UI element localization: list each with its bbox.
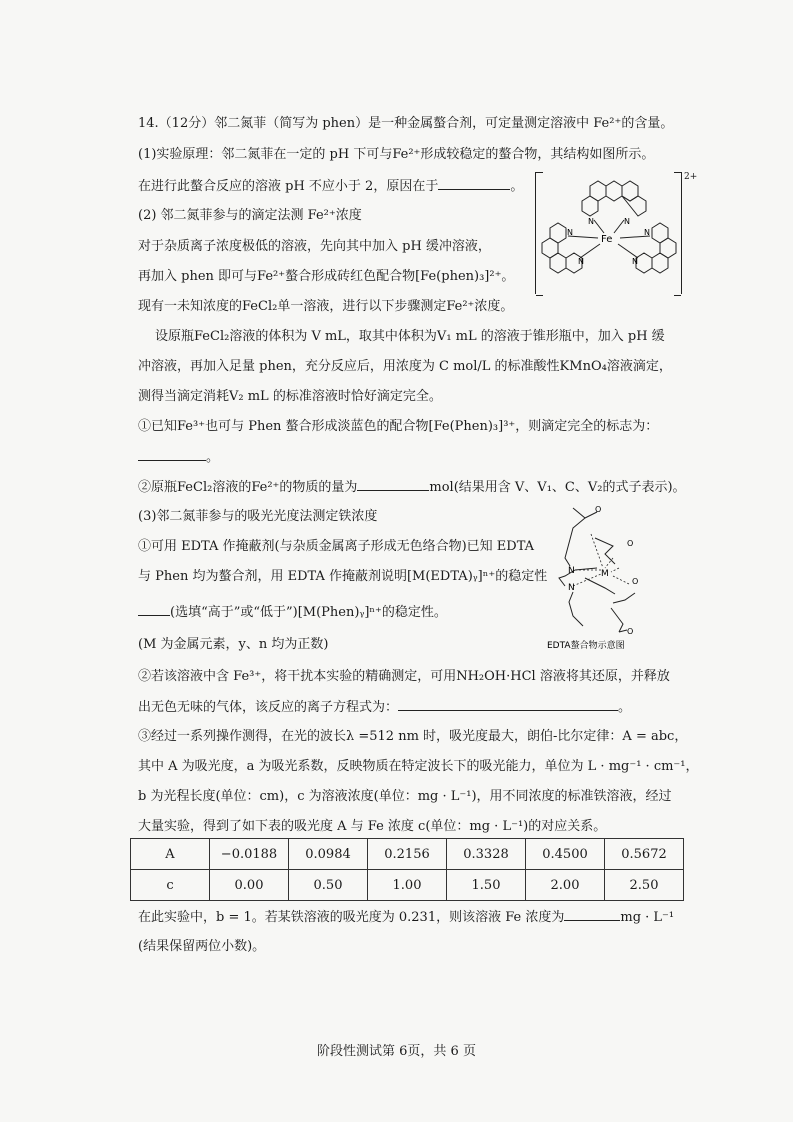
answer-blank[interactable] — [138, 448, 206, 461]
final-question-unit: mg · L⁻¹ — [620, 910, 675, 925]
n-atom-label: N — [568, 566, 575, 576]
part1-question-text: 在进行此螯合反应的溶液 pH 不应小于 2，原因在于 — [138, 179, 439, 194]
table-cell: 2.00 — [526, 870, 605, 901]
answer-blank[interactable] — [438, 177, 510, 190]
part3-q2-line-2 — [138, 698, 631, 717]
part2-title: (2) 邻二氮菲参与的滴定法测 Fe²⁺浓度 — [138, 208, 362, 223]
page-footer: 阶段性测试第 6页，共 6 页 — [317, 1044, 476, 1059]
table-cell: 0.3328 — [447, 839, 526, 870]
edta-caption: EDTA螯合物示意图 — [547, 641, 625, 650]
part2-paragraph-2: 冲溶液，再加入足量 phen，充分反应后，用浓度为 C mol/L 的标准酸性KMnO₄溶液滴定， — [138, 359, 672, 374]
part2-line-2: 再加入 phen 即可与Fe²⁺螯合形成砖红色配合物[Fe(phen)₃]²⁺。 — [138, 269, 515, 284]
part3-line-4: (M 为金属元素，y、n 均为正数) — [138, 637, 329, 652]
part3-line-1: ①可用 EDTA 作掩蔽剂(与杂质金属离子形成无色络合物)已知 EDTA — [138, 539, 535, 554]
fe-center-label: Fe — [601, 234, 613, 245]
part3-q2-line-1: ②若该溶液中含 Fe³⁺，将干扰本实验的精确测定，可用NH₂OH·HCl 溶液将其还原，并释放 — [138, 669, 670, 684]
table-cell: −0.0188 — [210, 839, 289, 870]
part2-line-1: 对于杂质离子浓度极低的溶液，先向其中加入 pH 缓冲溶液， — [138, 239, 491, 254]
part1-title: (1)实验原理：邻二氮菲在一定的 pH 下可与Fe²⁺形成较稳定的螯合物，其结构如图所示。 — [138, 147, 655, 162]
final-question — [138, 908, 674, 927]
part3-q2-end: 。 — [618, 700, 632, 715]
part3-q3-line-4: 大量实验，得到了如下表的吸光度 A 与 Fe 浓度 c(单位：mg · L⁻¹)的对应关系。 — [138, 819, 607, 834]
part3-q3-line-3: b 为光程长度(单位：cm)，c 为溶液浓度(单位：mg · L⁻¹)，用不同浓度的标准铁溶液，经过 — [138, 789, 672, 804]
absorbance-table — [130, 838, 684, 901]
q2-text-a: ②原瓶FeCl₂溶液的Fe²⁺的物质的量为 — [138, 480, 358, 495]
question-header: 14.（12分）邻二氮菲（简写为 phen）是一种金属螯合剂，可定量测定溶液中 Fe²⁺的含量。 — [138, 116, 674, 131]
part3-q3-line-1: ③经过一系列操作测得，在光的波长λ =512 nm 时，吸光度最大，朗伯-比尔定律：A = abc， — [138, 729, 688, 744]
table-row — [131, 839, 684, 870]
part3-line-3-text: (选填“高于”或“低于”)[M(Phen)ᵧ]ⁿ⁺的稳定性。 — [170, 605, 447, 620]
answer-blank[interactable] — [138, 603, 170, 616]
q1-answer — [138, 448, 219, 467]
final-question-note: (结果保留两位小数)。 — [138, 939, 266, 954]
table-cell: 0.0984 — [289, 839, 368, 870]
table-cell: 1.00 — [368, 870, 447, 901]
n-atom-label: N — [578, 257, 584, 266]
part1-question-end: 。 — [510, 179, 524, 194]
table-row — [131, 870, 684, 901]
fe-phen-structure — [540, 176, 678, 292]
o-atom-label: O — [627, 539, 634, 548]
answer-blank[interactable] — [357, 478, 429, 491]
n-atom-label: N — [624, 217, 630, 226]
table-cell: 0.50 — [289, 870, 368, 901]
part3-line-2: 与 Phen 均为螯合剂，用 EDTA 作掩蔽剂说明[M(EDTA)ᵧ]ⁿ⁺的稳定性 — [138, 569, 548, 584]
o-atom-label: O — [595, 505, 602, 514]
table-row-label: A — [131, 839, 210, 870]
part3-q3-line-2: 其中 A 为吸光度，a 为吸光系数，反映物质在特定波长下的吸光能力，单位为 L · mg⁻¹ · cm⁻¹， — [138, 759, 699, 774]
q2-text-b: mol(结果用含 V、V₁、C、V₂的式子表示)。 — [429, 480, 686, 495]
part3-line-3 — [138, 603, 447, 622]
o-atom-label: O — [627, 627, 634, 636]
part2-paragraph-1: 设原瓶FeCl₂溶液的体积为 V mL，取其中体积为V₁ mL 的溶液于锥形瓶中，加入 pH 缓 — [155, 329, 665, 344]
part2-line-3: 现有一未知浓度的FeCl₂单一溶液，进行以下步骤测定Fe²⁺浓度。 — [138, 299, 514, 314]
part3-title: (3)邻二氮菲参与的吸光光度法测定铁浓度 — [138, 509, 378, 524]
metal-center-label: M — [601, 569, 609, 579]
part3-q2-line-2-text: 出无色无味的气体，该反应的离子方程式为： — [138, 700, 399, 715]
answer-blank[interactable] — [398, 698, 618, 711]
part2-paragraph-3: 测得当滴定消耗V₂ mL 的标准溶液时恰好滴定完全。 — [138, 389, 442, 404]
n-atom-label: N — [588, 217, 594, 226]
answer-blank[interactable] — [564, 908, 620, 921]
n-atom-label: N — [632, 257, 638, 266]
q1-text: ①已知Fe³⁺也可与 Phen 螯合形成淡蓝色的配合物[Fe(Phen)₃]³⁺，则滴定完全的标志为： — [138, 419, 659, 434]
n-atom-label: N — [567, 228, 573, 237]
edta-structure — [535, 498, 670, 650]
table-row-label: c — [131, 870, 210, 901]
o-atom-label: O — [632, 577, 639, 586]
n-atom-label: N — [568, 583, 575, 593]
table-cell: 0.2156 — [368, 839, 447, 870]
structure-charge: 2+ — [684, 172, 698, 182]
table-cell: 0.4500 — [526, 839, 605, 870]
table-cell: 0.5672 — [605, 839, 684, 870]
q2-text — [138, 478, 686, 497]
table-cell: 0.00 — [210, 870, 289, 901]
n-atom-label: N — [644, 228, 650, 237]
table-cell: 1.50 — [447, 870, 526, 901]
final-question-text: 在此实验中，b = 1。若某铁溶液的吸光度为 0.231，则该溶液 Fe 浓度为 — [138, 910, 565, 925]
table-cell: 2.50 — [605, 870, 684, 901]
q1-end: 。 — [206, 450, 220, 465]
part1-question — [138, 177, 523, 196]
